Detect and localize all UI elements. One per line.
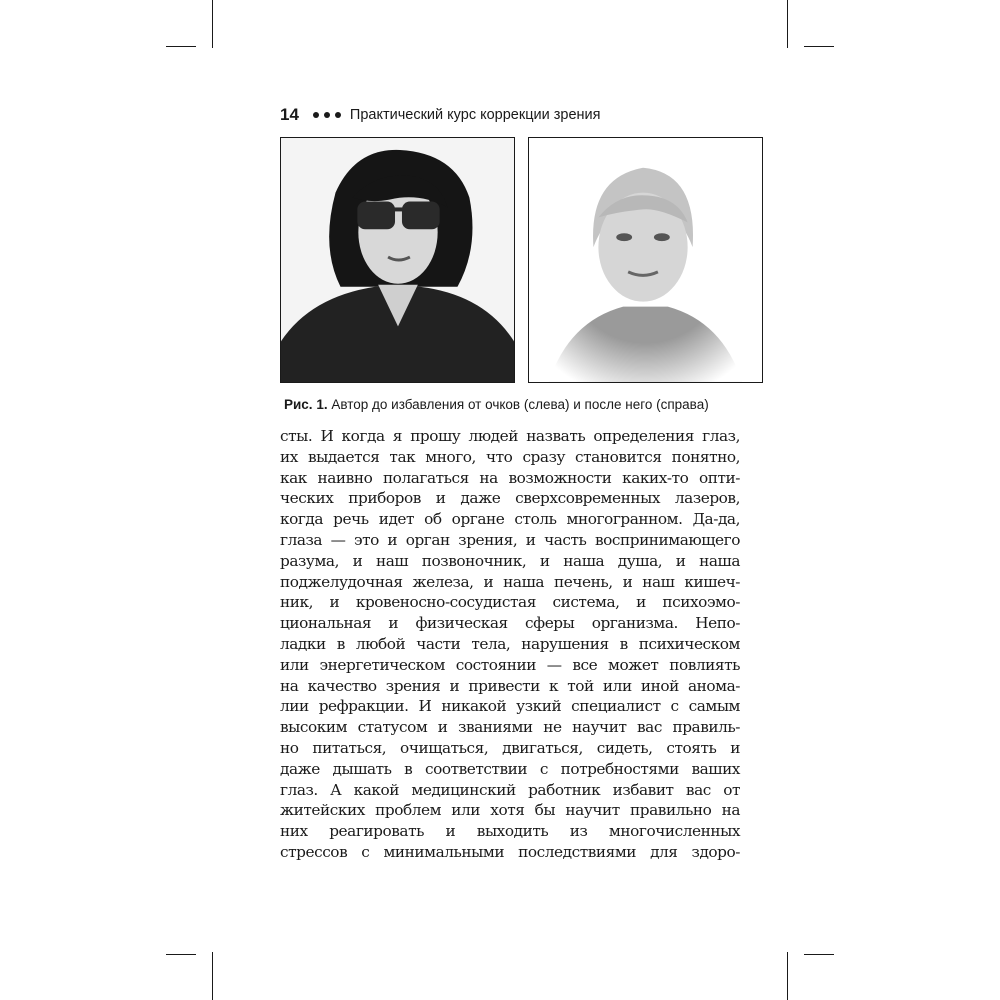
text-line: их выдается так много, что сразу становится понятно, <box>280 447 740 466</box>
figure-caption <box>284 397 744 412</box>
text-line: ник, и кровеносно-сосудистая система, и психоэмо- <box>280 593 740 612</box>
header-dot <box>324 112 330 118</box>
portrait-without-glasses-image <box>529 138 762 382</box>
text-line: глаз. А какой медицинский работник избавит вас от <box>280 780 740 799</box>
running-header <box>280 104 600 126</box>
text-line: высоким статусом и званиями не научит вас правиль- <box>280 718 740 737</box>
portrait-with-glasses-image <box>281 138 514 382</box>
text-line: житейских проблем или хотя бы научит правильно на <box>280 801 740 820</box>
text-line: стрессов с минимальными последствиями для здоро- <box>280 842 740 861</box>
text-line: когда речь идет об органе столь многогранном. Да-да, <box>280 510 740 529</box>
text-line: поджелудочная железа, и наша печень, и наш кишеч- <box>280 572 740 591</box>
header-dot <box>313 112 319 118</box>
header-dots-ornament <box>313 112 341 118</box>
figure-label: Рис. 1. <box>284 397 328 412</box>
page-number: 14 <box>280 105 299 124</box>
text-line: но питаться, очищаться, двигаться, сидеть, стоять и <box>280 738 740 757</box>
text-line: разума, и наш позвоночник, и наша душа, и наша <box>280 551 740 570</box>
header-dot <box>335 112 341 118</box>
crop-mark-bottom-right <box>787 952 788 1000</box>
text-line: ладки в любой части тела, нарушения в психическом <box>280 634 740 653</box>
text-line: сты. И когда я прошу людей назвать определения глаз, <box>280 427 740 445</box>
figure-caption-text: Автор до избавления от очков (слева) и после него (справа) <box>331 397 709 412</box>
text-line: даже дышать в соответствии с потребностями ваших <box>280 759 740 778</box>
text-line: или энергетическом состоянии — все может повлиять <box>280 655 740 674</box>
crop-mark-top-left <box>212 0 213 48</box>
crop-mark-right-bottom <box>804 954 834 955</box>
crop-mark-left-top <box>166 46 196 47</box>
text-line: глаза — это и орган зрения, и часть воспринимающего <box>280 530 740 549</box>
text-line: ческих приборов и даже сверхсовременных лазеров, <box>280 489 740 508</box>
photo-author-after <box>528 137 763 383</box>
running-title: Практический курс коррекции зрения <box>349 107 601 123</box>
text-line: на качество зрения и привести к той или иной анома- <box>280 676 740 695</box>
crop-mark-bottom-left <box>212 952 213 1000</box>
text-line: лии рефракции. И никакой узкий специалист с самым <box>280 697 740 716</box>
crop-mark-top-right <box>787 0 788 48</box>
crop-mark-left-bottom <box>166 954 196 955</box>
text-line: как наивно полагаться на возможности каких-то опти- <box>280 468 740 487</box>
text-line: них реагировать и выходить из многочисленных <box>280 822 740 841</box>
crop-mark-right-top <box>804 46 834 47</box>
photo-author-before <box>280 137 515 383</box>
text-line: циональная и физическая сферы организма. Непо- <box>280 614 740 633</box>
body-text <box>280 426 740 863</box>
